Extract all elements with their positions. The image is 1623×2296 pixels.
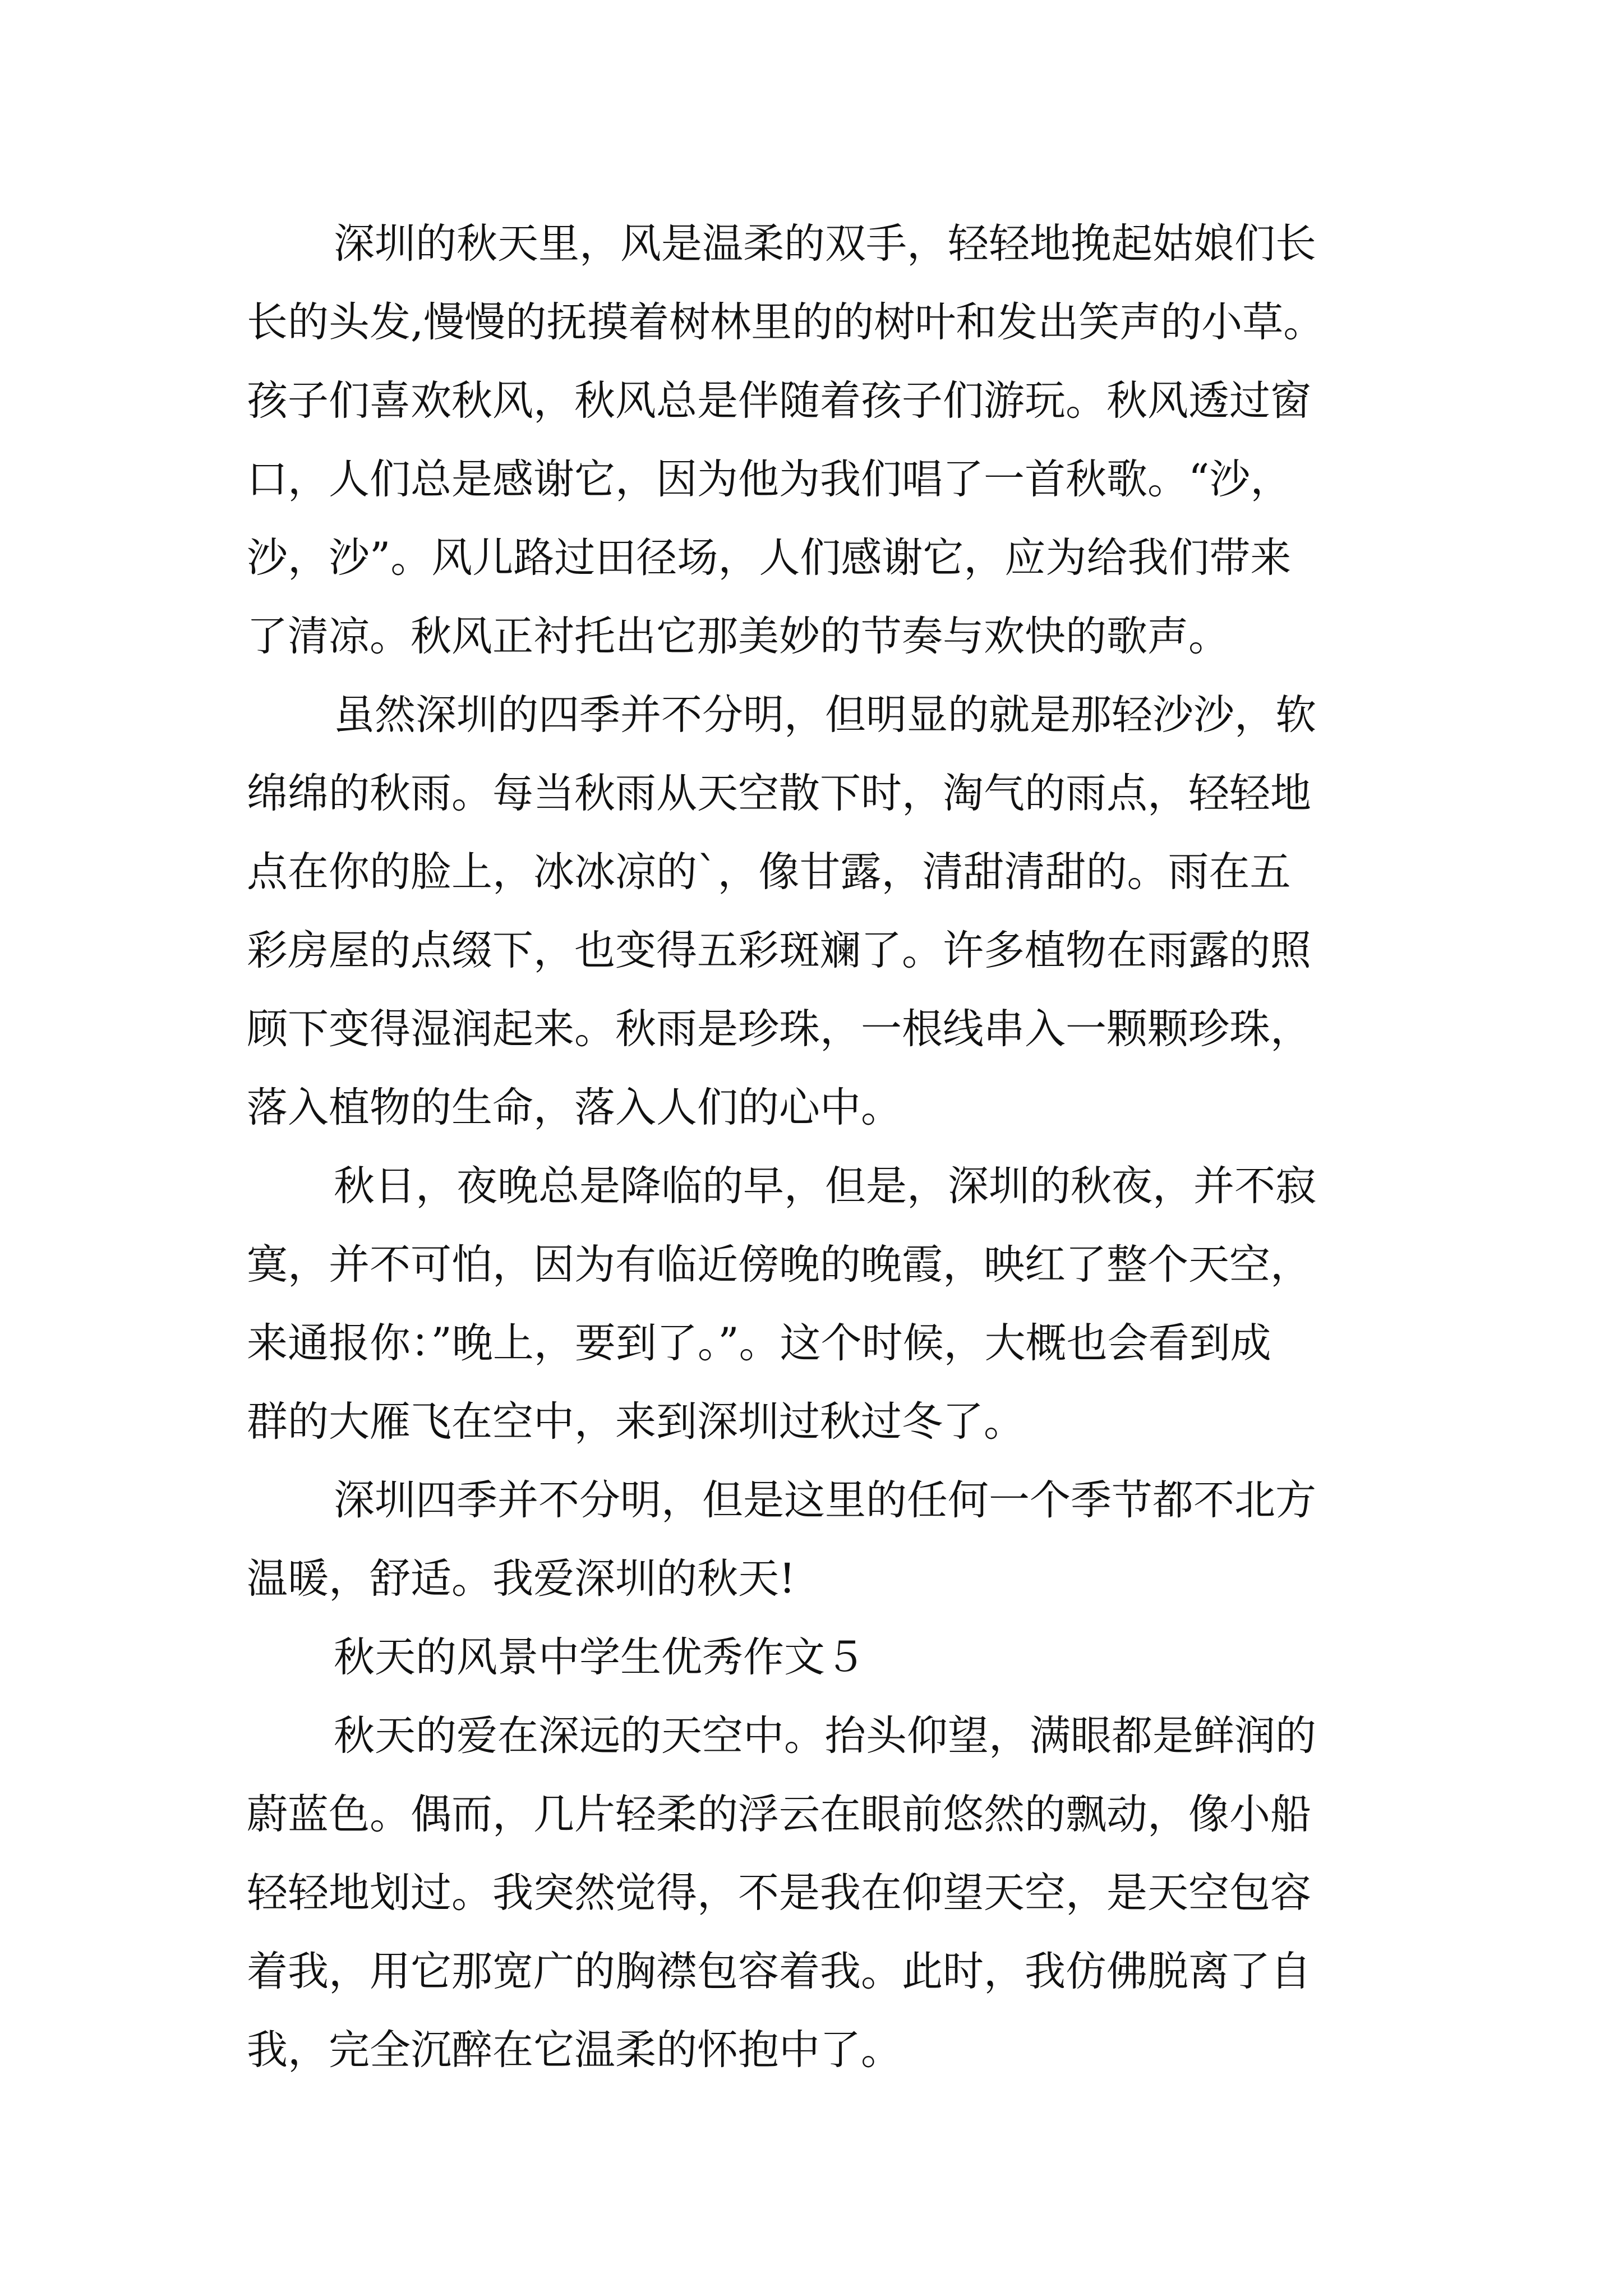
paragraph-1-line-3: 孩子们喜欢秋风，秋风总是伴随着孩子们游玩。秋风透过窗 xyxy=(247,377,1311,425)
paragraph-5-line-5: 我，完全沉醉在它温柔的怀抱中了。 xyxy=(247,2026,902,2074)
paragraph-5-line-3: 轻轻地划过。我突然觉得，不是我在仰望天空，是天空包容 xyxy=(247,1869,1311,1917)
paragraph-3-line-3: 来通报你：”晚上，要到了。”。这个时候，大概也会看到成 xyxy=(247,1319,1271,1367)
paragraph-4-line-2: 温暖，舒适。我爱深圳的秋天! xyxy=(247,1555,796,1603)
essay-heading: 秋天的风景中学生优秀作文５ xyxy=(334,1634,866,1681)
paragraph-5-line-2: 蔚蓝色。偶而，几片轻柔的浮云在眼前悠然的飘动，像小船 xyxy=(247,1791,1311,1838)
paragraph-3-line-4: 群的大雁飞在空中，来到深圳过秋过冬了。 xyxy=(247,1398,1025,1446)
paragraph-1-line-6: 了清凉。秋风正衬托出它那美妙的节奏与欢快的歌声。 xyxy=(247,613,1229,660)
paragraph-1-line-4: 口，人们总是感谢它，因为他为我们唱了一首秋歌。“沙， xyxy=(247,455,1292,503)
paragraph-1-line-5: 沙，沙”。风儿路过田径场，人们感谢它，应为给我们带来 xyxy=(247,534,1292,582)
paragraph-2-line-2: 绵绵的秋雨。每当秋雨从天空散下时，淘气的雨点，轻轻地 xyxy=(247,770,1311,817)
paragraph-5-line-4: 着我，用它那宽广的胸襟包容着我。此时，我仿佛脱离了自 xyxy=(247,1948,1311,1995)
paragraph-4-line-1: 深圳四季并不分明，但是这里的任何一个季节都不北方 xyxy=(334,1476,1316,1524)
paragraph-2-line-1: 虽然深圳的四季并不分明，但明显的就是那轻沙沙，软 xyxy=(334,691,1316,739)
paragraph-3-line-2: 寞，并不可怕，因为有临近傍晚的晚霞，映红了整个天空， xyxy=(247,1241,1311,1289)
paragraph-3-line-1: 秋日，夜晚总是降临的早，但是，深圳的秋夜，并不寂 xyxy=(334,1162,1316,1210)
paragraph-2-line-5: 顾下变得湿润起来。秋雨是珍珠，一根线串入一颗颗珍珠， xyxy=(247,1005,1311,1053)
paragraph-1-line-1: 深圳的秋天里，风是温柔的双手，轻轻地挽起姑娘们长 xyxy=(334,220,1316,268)
paragraph-5-line-1: 秋天的爱在深远的天空中。抬头仰望，满眼都是鲜润的 xyxy=(334,1712,1316,1760)
paragraph-2-line-6: 落入植物的生命，落入人们的心中。 xyxy=(247,1084,902,1131)
paragraph-2-line-3: 点在你的脸上，冰冰凉的`，像甘露，清甜清甜的。雨在五 xyxy=(247,848,1291,896)
paragraph-1-line-2: 长的头发,慢慢的抚摸着树林里的的树叶和发出笑声的小草。 xyxy=(247,298,1325,346)
paragraph-2-line-4: 彩房屋的点缀下，也变得五彩斑斓了。许多植物在雨露的照 xyxy=(247,927,1311,974)
